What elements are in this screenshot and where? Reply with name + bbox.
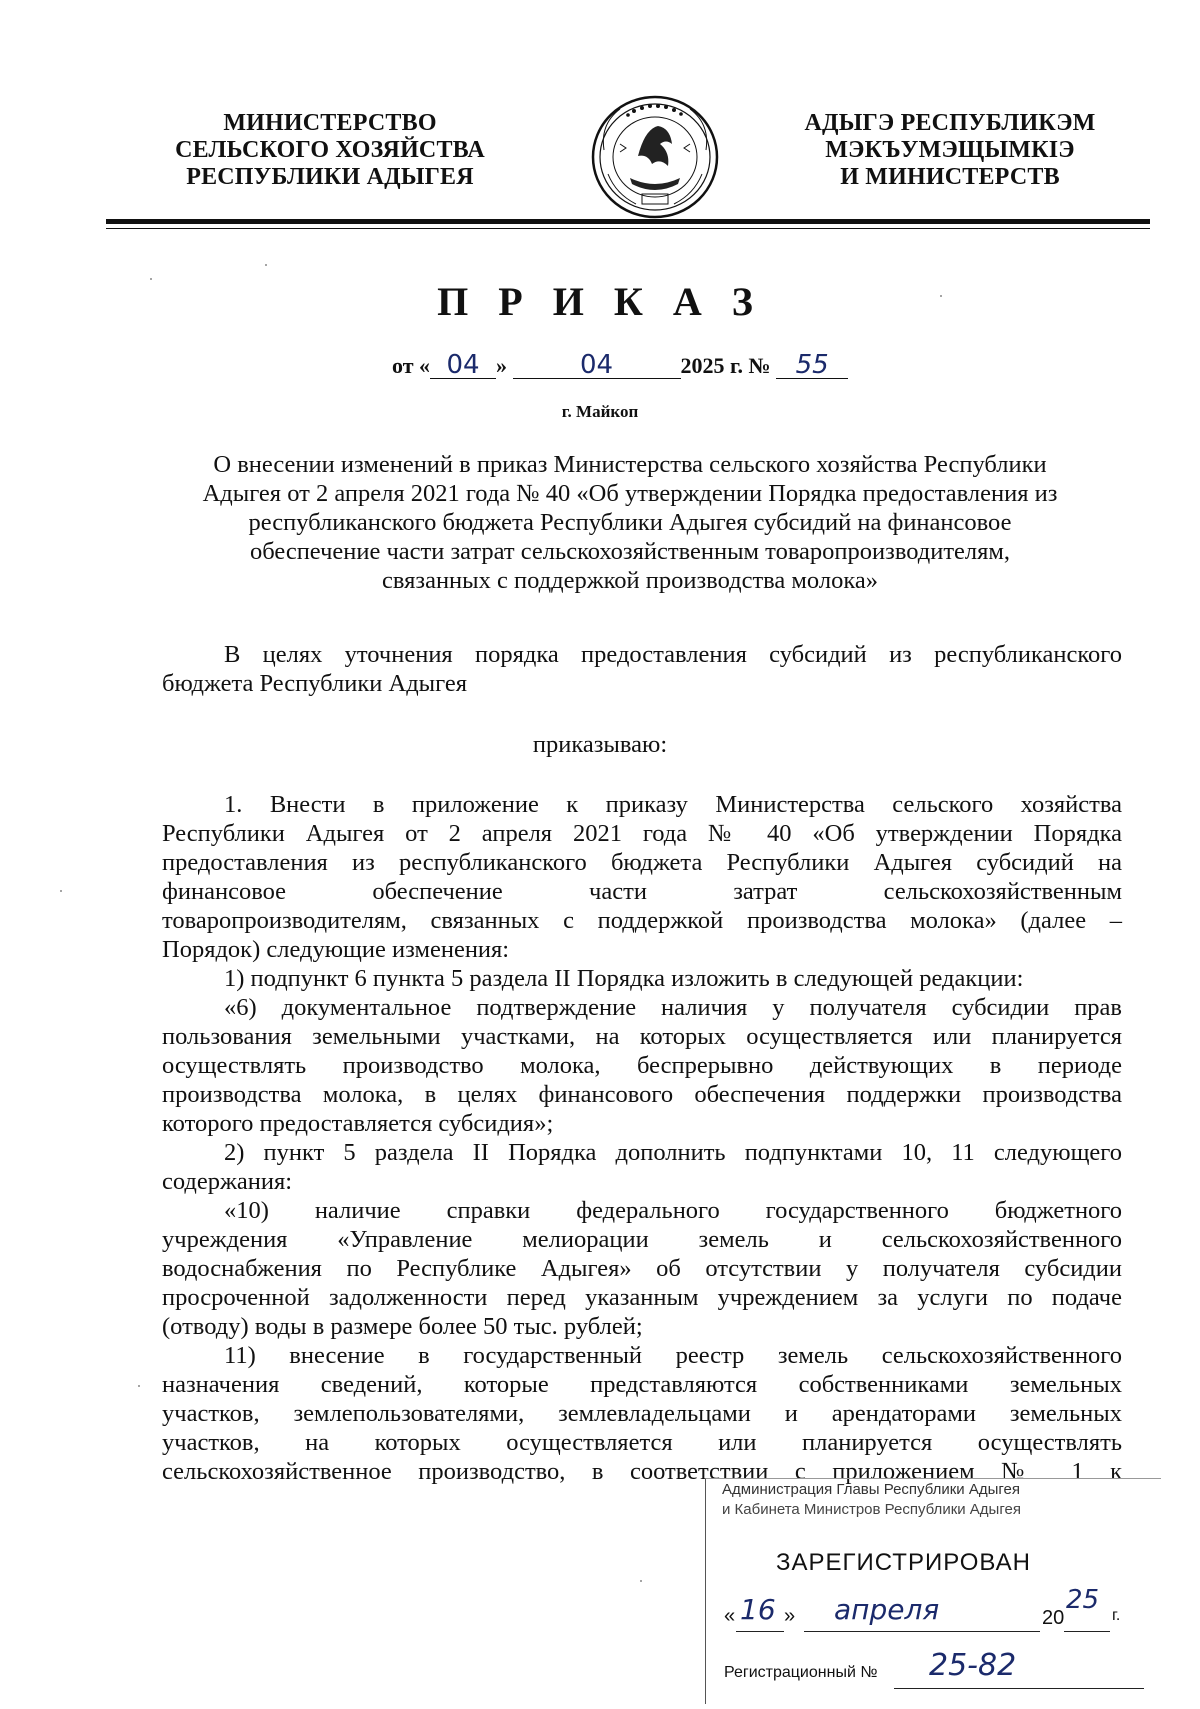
ministry-name-adyghe (790, 110, 1110, 191)
item-1-line: товаропроизводителям, связанных с поддержкой производства молока» (далее – (162, 907, 1122, 934)
subject-line: Адыгея от 2 апреля 2021 года № 40 «Об утверждении Порядка предоставления из (202, 480, 1058, 507)
scan-speck (138, 1385, 140, 1387)
stamp-day-underline (736, 1631, 784, 1632)
handwritten-month: 04 (513, 352, 681, 379)
subject-line: О внесении изменений в приказ Министерства сельского хозяйства Республики (213, 451, 1047, 478)
quote-10-line: «10) наличие справки федерального государственного бюджетного (224, 1197, 1122, 1224)
ministry-name-line: И МИНИСТЕРСТВ (840, 164, 1060, 190)
preamble-line: В целях уточнения порядка предоставления субсидий из республиканского (224, 641, 1122, 668)
scan-speck (150, 278, 152, 280)
registration-stamp (705, 1478, 1161, 1704)
quote-11-line: участков, землепользователями, землевладельцами и арендаторами земельных (162, 1400, 1122, 1427)
handwritten-reg-month: апреля (834, 1593, 940, 1626)
stamp-overprint: и Кабинета Министров Республики Адыгея (722, 1501, 1021, 1518)
quote-6-line: пользования земельными участками, на которых осуществляется или планируется (162, 1023, 1122, 1050)
scan-speck (60, 890, 62, 892)
quote-6-line: которого предоставляется субсидия»; (162, 1110, 554, 1137)
document-title: П Р И К А З (437, 279, 763, 324)
quote-10-line: учреждения «Управление мелиорации земель и сельскохозяйственного (162, 1226, 1122, 1253)
order-subject (150, 450, 1110, 595)
ministry-name-line: МИНИСТЕРСТВО (223, 110, 437, 136)
city-name: г. Майкоп (561, 402, 639, 421)
item-1-line: предоставления из республиканского бюджета Республики Адыгея субсидий на (162, 849, 1122, 876)
handwritten-order-number: 55 (776, 352, 848, 379)
quote-6-line: осуществлять производство молока, беспрерывно действующих в периоде (162, 1052, 1122, 1079)
preamble-line: бюджета Республики Адыгея (162, 670, 467, 697)
subitem-1: 1) подпункт 6 пункта 5 раздела II Порядка изложить в следующей редакции: (224, 965, 1024, 992)
order-date-line (392, 352, 848, 379)
handwritten-day: 04 (430, 352, 496, 379)
scan-speck (640, 1580, 642, 1582)
quote-6-line: производства молока, в целях финансового обеспечения поддержки производства (162, 1081, 1122, 1108)
handwritten-reg-year: 25 (1066, 1585, 1100, 1615)
date-year-number-label: 2025 г. № (680, 353, 771, 378)
quote-6-line: «6) документальное подтверждение наличия у получателя субсидии прав (224, 994, 1122, 1021)
handwritten-reg-number: 25-82 (929, 1648, 1017, 1683)
stamp-registered-label: ЗАРЕГИСТРИРОВАН (776, 1549, 1031, 1576)
stamp-quote-close: » (784, 1605, 796, 1627)
subject-line: обеспечение части затрат сельскохозяйственным товаропроизводителям, (249, 538, 1011, 565)
coat-of-arms-icon (590, 94, 720, 220)
preamble (162, 640, 1122, 698)
item-1-line: 1. Внести в приложение к приказу Министерства сельского хозяйства (224, 791, 1122, 818)
stamp-year-unit: г. (1112, 1607, 1121, 1624)
stamp-reg-number-underline (894, 1688, 1144, 1689)
ministry-name-line: АДЫГЭ РЕСПУБЛИКЭМ (804, 110, 1096, 136)
ministry-name-line: СЕЛЬСКОГО ХОЗЯЙСТВА (175, 137, 485, 163)
stamp-year-prefix: 20 (1042, 1607, 1065, 1629)
ministry-name-line: МЭКЪУМЭЩЫМКIЭ (825, 137, 1075, 163)
stamp-month-underline (804, 1631, 1040, 1632)
ministry-name-line: РЕСПУБЛИКИ АДЫГЕЯ (186, 164, 474, 190)
date-prefix: от « (392, 353, 431, 378)
quote-10-line: водоснабжения по Республике Адыгея» об отсутствии у получателя субсидии (162, 1255, 1122, 1282)
item-1-line: Порядок) следующие изменения: (162, 936, 510, 963)
stamp-overprint: Администрация Главы Республики Адыгея (722, 1481, 1021, 1498)
header-divider-thin (106, 228, 1150, 229)
subitem-2-line: содержания: (162, 1168, 293, 1195)
quote-11-line: назначения сведений, которые представляются собственниками земельных (162, 1371, 1122, 1398)
stamp-year-underline (1064, 1631, 1110, 1632)
ministry-name-russian (160, 110, 500, 191)
stamp-reg-number-label: Регистрационный № (724, 1664, 878, 1681)
date-quote-close: » (496, 353, 508, 378)
scan-speck (940, 295, 942, 297)
quote-11-line: 11) внесение в государственный реестр земель сельскохозяйственного (224, 1342, 1122, 1369)
item-1 (162, 790, 1122, 1486)
stamp-quote-open: « (724, 1605, 736, 1627)
stamp-date-line (724, 1585, 1144, 1639)
item-1-line: Республики Адыгея от 2 апреля 2021 года № 40 «Об утверждении Порядка (162, 820, 1122, 847)
handwritten-reg-day: 16 (740, 1593, 776, 1626)
order-word: приказываю: (532, 731, 668, 758)
quote-10-line: (отводу) воды в размере более 50 тыс. рублей; (162, 1313, 643, 1340)
subject-line: республиканского бюджета Республики Адыгея субсидий на финансовое (248, 509, 1012, 536)
quote-10-line: просроченной задолженности перед указанным учреждением за услуги по подаче (162, 1284, 1122, 1311)
stamp-reg-number-line (724, 1648, 1144, 1694)
subject-line: связанных с поддержкой производства молока» (382, 567, 878, 594)
header-divider-thick (106, 219, 1150, 224)
subitem-2-line: 2) пункт 5 раздела II Порядка дополнить подпунктами 10, 11 следующего (224, 1139, 1122, 1166)
quote-11-line: сельскохозяйственное производство, в соответствии с приложением № 1 к (162, 1458, 1122, 1485)
item-1-line: финансовое обеспечение части затрат сельскохозяйственным (162, 878, 1122, 905)
scan-speck (265, 264, 267, 266)
quote-11-line: участков, на которых осуществляется или планируется осуществлять (162, 1429, 1122, 1456)
